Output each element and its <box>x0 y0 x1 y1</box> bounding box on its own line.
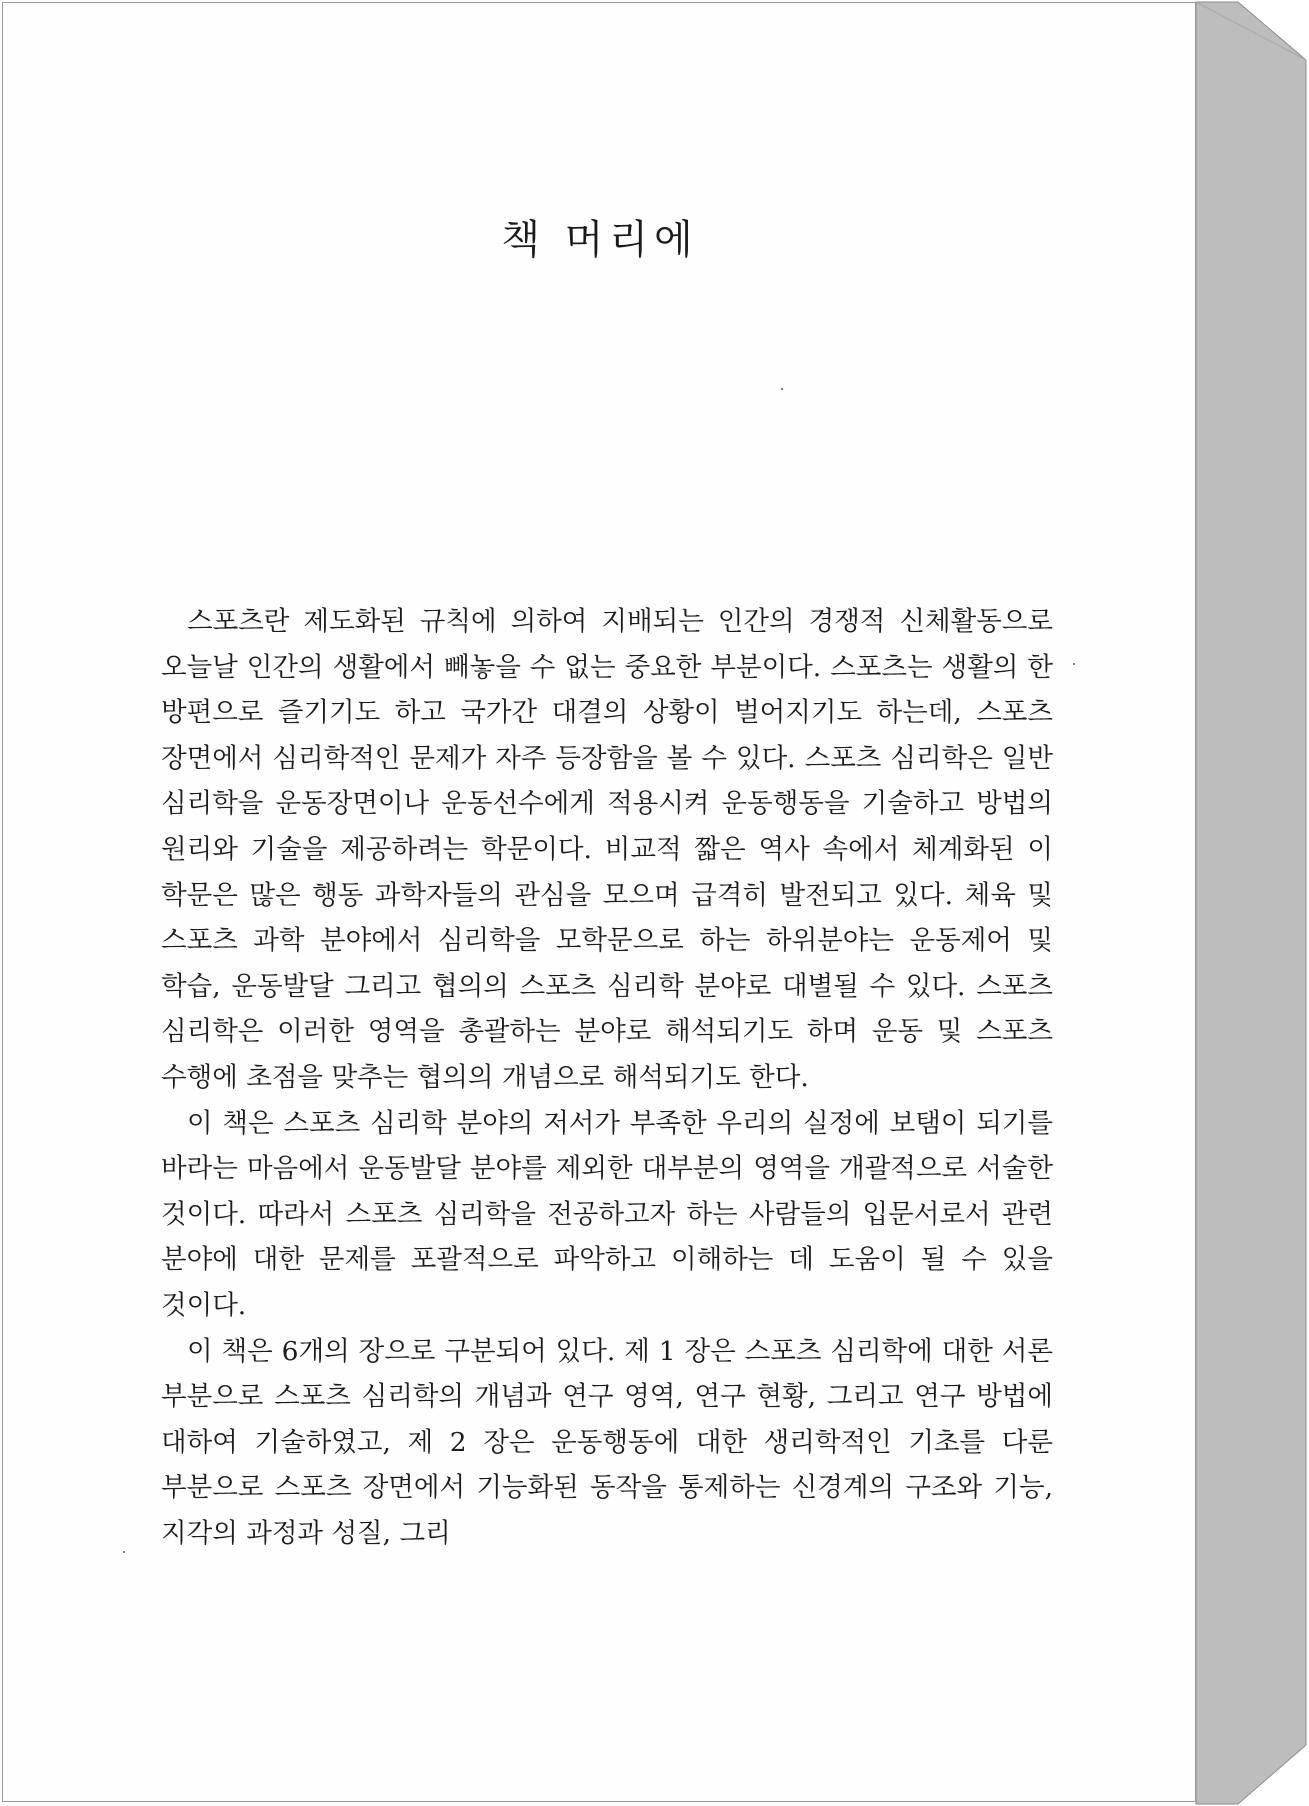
body-text <box>161 599 1053 1556</box>
page-title: 책 머리에 <box>501 217 699 263</box>
paragraph-2: 이 책은 스포츠 심리학 분야의 저서가 부족한 우리의 실정에 보탬이 되기를 바라는 마음에서 운동발달 분야를 제외한 대부분의 영역을 개괄적으로 서술한 것이다. 따라서 스포츠 심리학을 전공하고자 하는 사람들의 입문서로서 관련 분야에 대한 문제를 포괄적으로 파악하고 이해하는 데 도움이 될 수 있을 것이다. <box>161 1107 1053 1321</box>
scan-speck <box>781 388 783 390</box>
scan-speck <box>123 1551 125 1553</box>
paragraph-1: 스포츠란 제도화된 규칙에 의하여 지배되는 인간의 경쟁적 신체활동으로 오늘날 인간의 생활에서 빼놓을 수 없는 중요한 부분이다. 스포츠는 생활의 한 방편으로 즐기기도 하고 국가간 대결의 상황이 벌어지기도 하는데, 스포츠 장면에서 심리학적인 문제가 자주 등장함을 볼 수 있다. 스포츠 심리학은 일반 심리학을 운동장면이나 운동선수에게 적용시켜 운동행동을 기술하고 방법의 원리와 기술을 제공하려는 학문이다. 비교적 짧은 역사 속에서 체계화된 이 학문은 많은 행동 과학자들의 관심을 모으며 급격히 발전되고 있다. 체육 및 스포츠 과학 분야에서 심리학을 모학문으로 하는 하위분야는 운동제어 및 학습, 운동발달 그리고 협의의 스포츠 심리학 분야로 대별될 수 있다. 스포츠 심리학은 이러한 영역을 총괄하는 분야로 해석되기도 하며 운동 및 스포츠 수행에 초점을 맞추는 협의의 개념으로 해석되기도 한다. <box>161 606 1053 1093</box>
document-page <box>2 2 1196 1802</box>
scan-speck <box>1073 663 1075 665</box>
paragraph-3: 이 책은 6개의 장으로 구분되어 있다. 제 1 장은 스포츠 심리학에 대한 서론 부분으로 스포츠 심리학의 개념과 연구 영역, 연구 현황, 그리고 연구 방법에 대하여 기술하였고, 제 2 장은 운동행동에 대한 생리학적인 기초를 다룬 부분으로 스포츠 장면에서 기능화된 동작을 통제하는 신경계의 구조와 기능, 지각의 과정과 성질, 그리 <box>161 1335 1053 1549</box>
